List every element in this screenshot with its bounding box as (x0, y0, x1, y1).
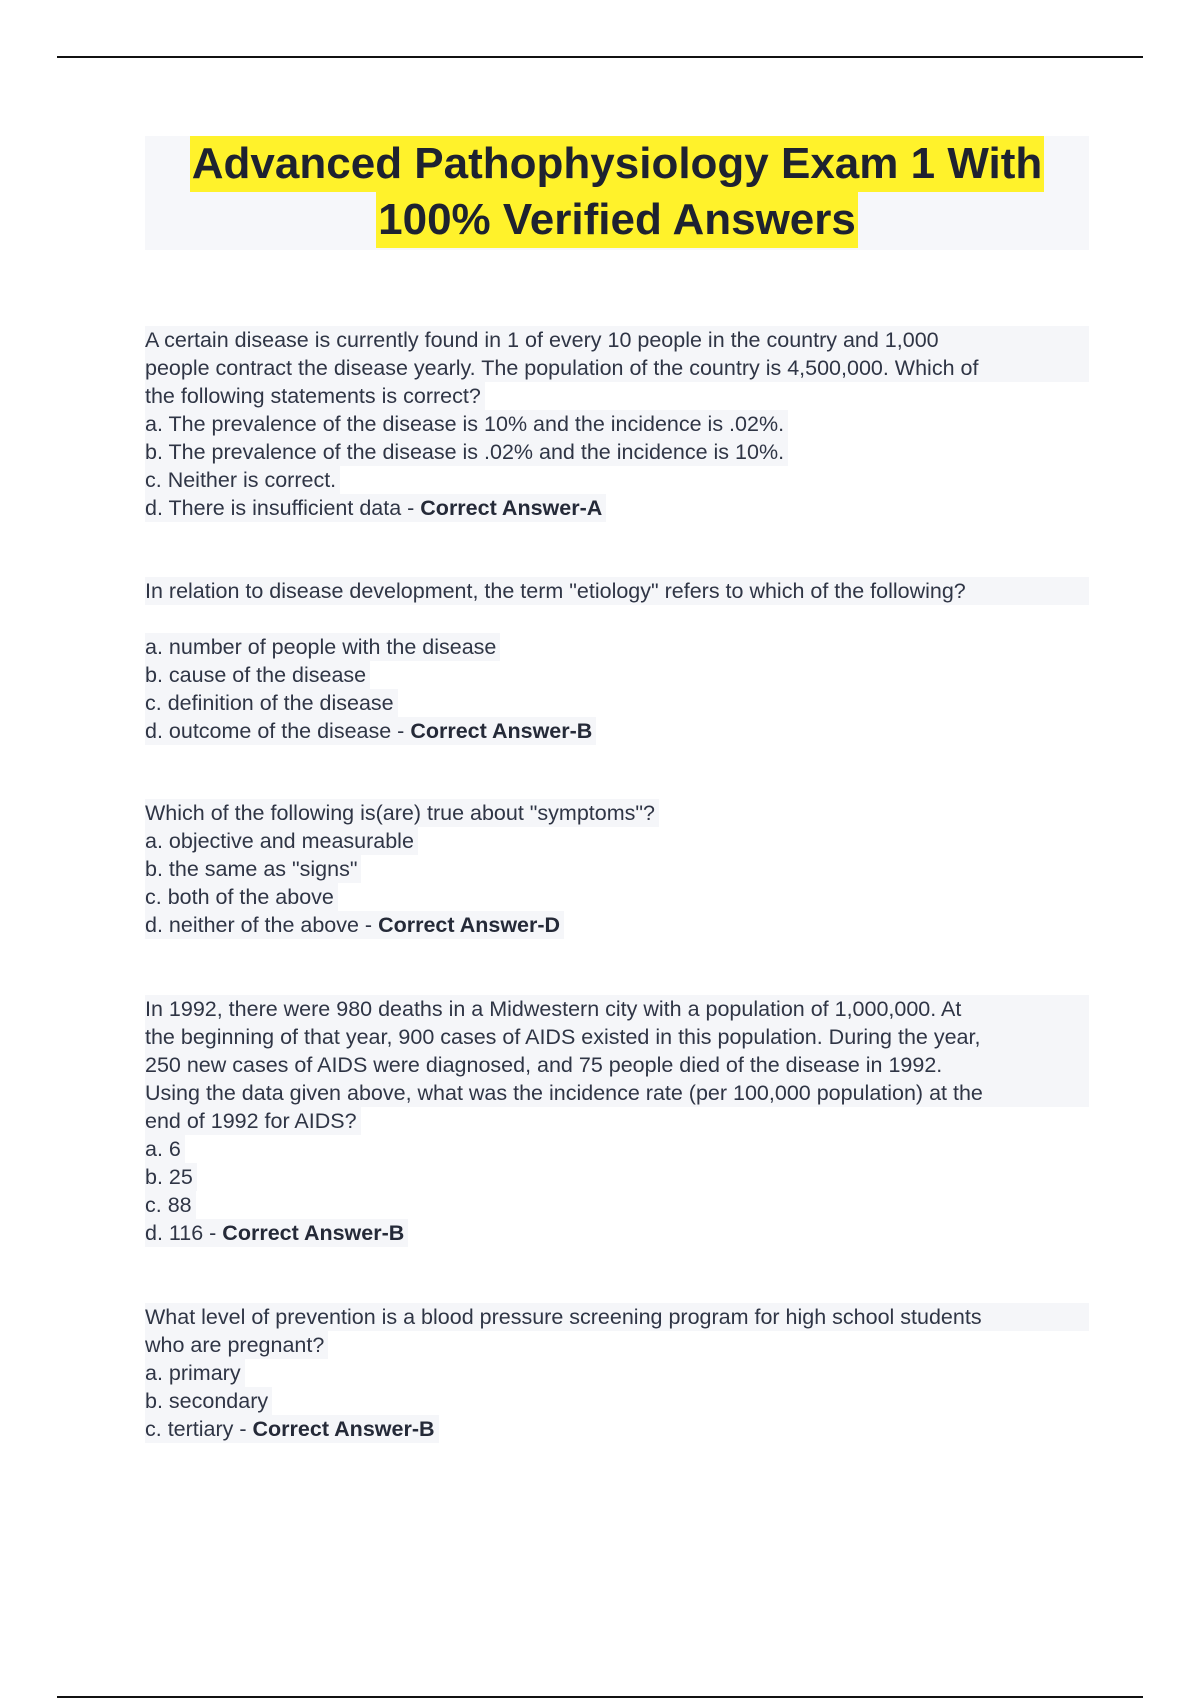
option-d-text: d. 116 - (145, 1221, 223, 1245)
question-block-2 (145, 577, 1089, 745)
document-title (145, 136, 1089, 250)
header-rule (57, 56, 1143, 58)
question-stem-line: In 1992, there were 980 deaths in a Midwestern city with a population of 1,000,000. At (145, 995, 1089, 1023)
option-d-text: d. neither of the above - (145, 913, 379, 937)
option-c: c. definition of the disease (145, 689, 398, 717)
title-line-2: 100% Verified Answers (376, 192, 858, 248)
question-stem-line: end of 1992 for AIDS? (145, 1107, 361, 1135)
correct-answer: Correct Answer-A (420, 496, 603, 520)
question-block-5 (145, 1303, 1089, 1443)
question-block-4 (145, 995, 1089, 1247)
correct-answer: Correct Answer-B (222, 1221, 405, 1245)
question-stem-line: What level of prevention is a blood pressure screening program for high school students (145, 1303, 1089, 1331)
option-c (145, 1415, 439, 1443)
question-stem-line: who are pregnant? (145, 1331, 328, 1359)
option-c: c. 88 (145, 1191, 196, 1219)
question-block-1 (145, 326, 1089, 522)
option-a: a. 6 (145, 1135, 185, 1163)
question-stem-line: Using the data given above, what was the incidence rate (per 100,000 population) at the (145, 1079, 1089, 1107)
question-stem-line: the beginning of that year, 900 cases of AIDS existed in this population. During the year, (145, 1023, 1089, 1051)
correct-answer: Correct Answer-D (378, 913, 561, 937)
option-d-text: d. outcome of the disease - (145, 719, 411, 743)
option-b: b. the same as "signs" (145, 855, 361, 883)
question-stem-line: In relation to disease development, the term "etiology" refers to which of the following? (145, 577, 1089, 605)
option-a: a. The prevalence of the disease is 10% and the incidence is .02%. (145, 410, 788, 438)
question-stem-line: Which of the following is(are) true about "symptoms"? (145, 799, 659, 827)
option-a: a. objective and measurable (145, 827, 418, 855)
option-d (145, 717, 596, 745)
question-stem-line: A certain disease is currently found in 1 of every 10 people in the country and 1,000 (145, 326, 1089, 354)
title-line-1: Advanced Pathophysiology Exam 1 With (190, 136, 1044, 192)
option-d (145, 911, 564, 939)
option-a: a. number of people with the disease (145, 633, 500, 661)
option-c: c. Neither is correct. (145, 466, 340, 494)
option-c: c. both of the above (145, 883, 338, 911)
question-stem-line: people contract the disease yearly. The population of the country is 4,500,000. Which of (145, 354, 1089, 382)
question-stem-line: the following statements is correct? (145, 382, 485, 410)
spacer (145, 605, 1089, 633)
footer-rule (57, 1696, 1143, 1698)
correct-answer: Correct Answer-B (252, 1417, 435, 1441)
option-b: b. The prevalence of the disease is .02% and the incidence is 10%. (145, 438, 788, 466)
option-c-text: c. tertiary - (145, 1417, 253, 1441)
option-d-text: d. There is insufficient data - (145, 496, 421, 520)
question-stem-line: 250 new cases of AIDS were diagnosed, and 75 people died of the disease in 1992. (145, 1051, 1089, 1079)
option-b: b. cause of the disease (145, 661, 370, 689)
question-block-3 (145, 799, 1089, 939)
option-a: a. primary (145, 1359, 245, 1387)
option-b: b. 25 (145, 1163, 197, 1191)
correct-answer: Correct Answer-B (410, 719, 593, 743)
option-d (145, 494, 606, 522)
option-b: b. secondary (145, 1387, 272, 1415)
option-d (145, 1219, 408, 1247)
